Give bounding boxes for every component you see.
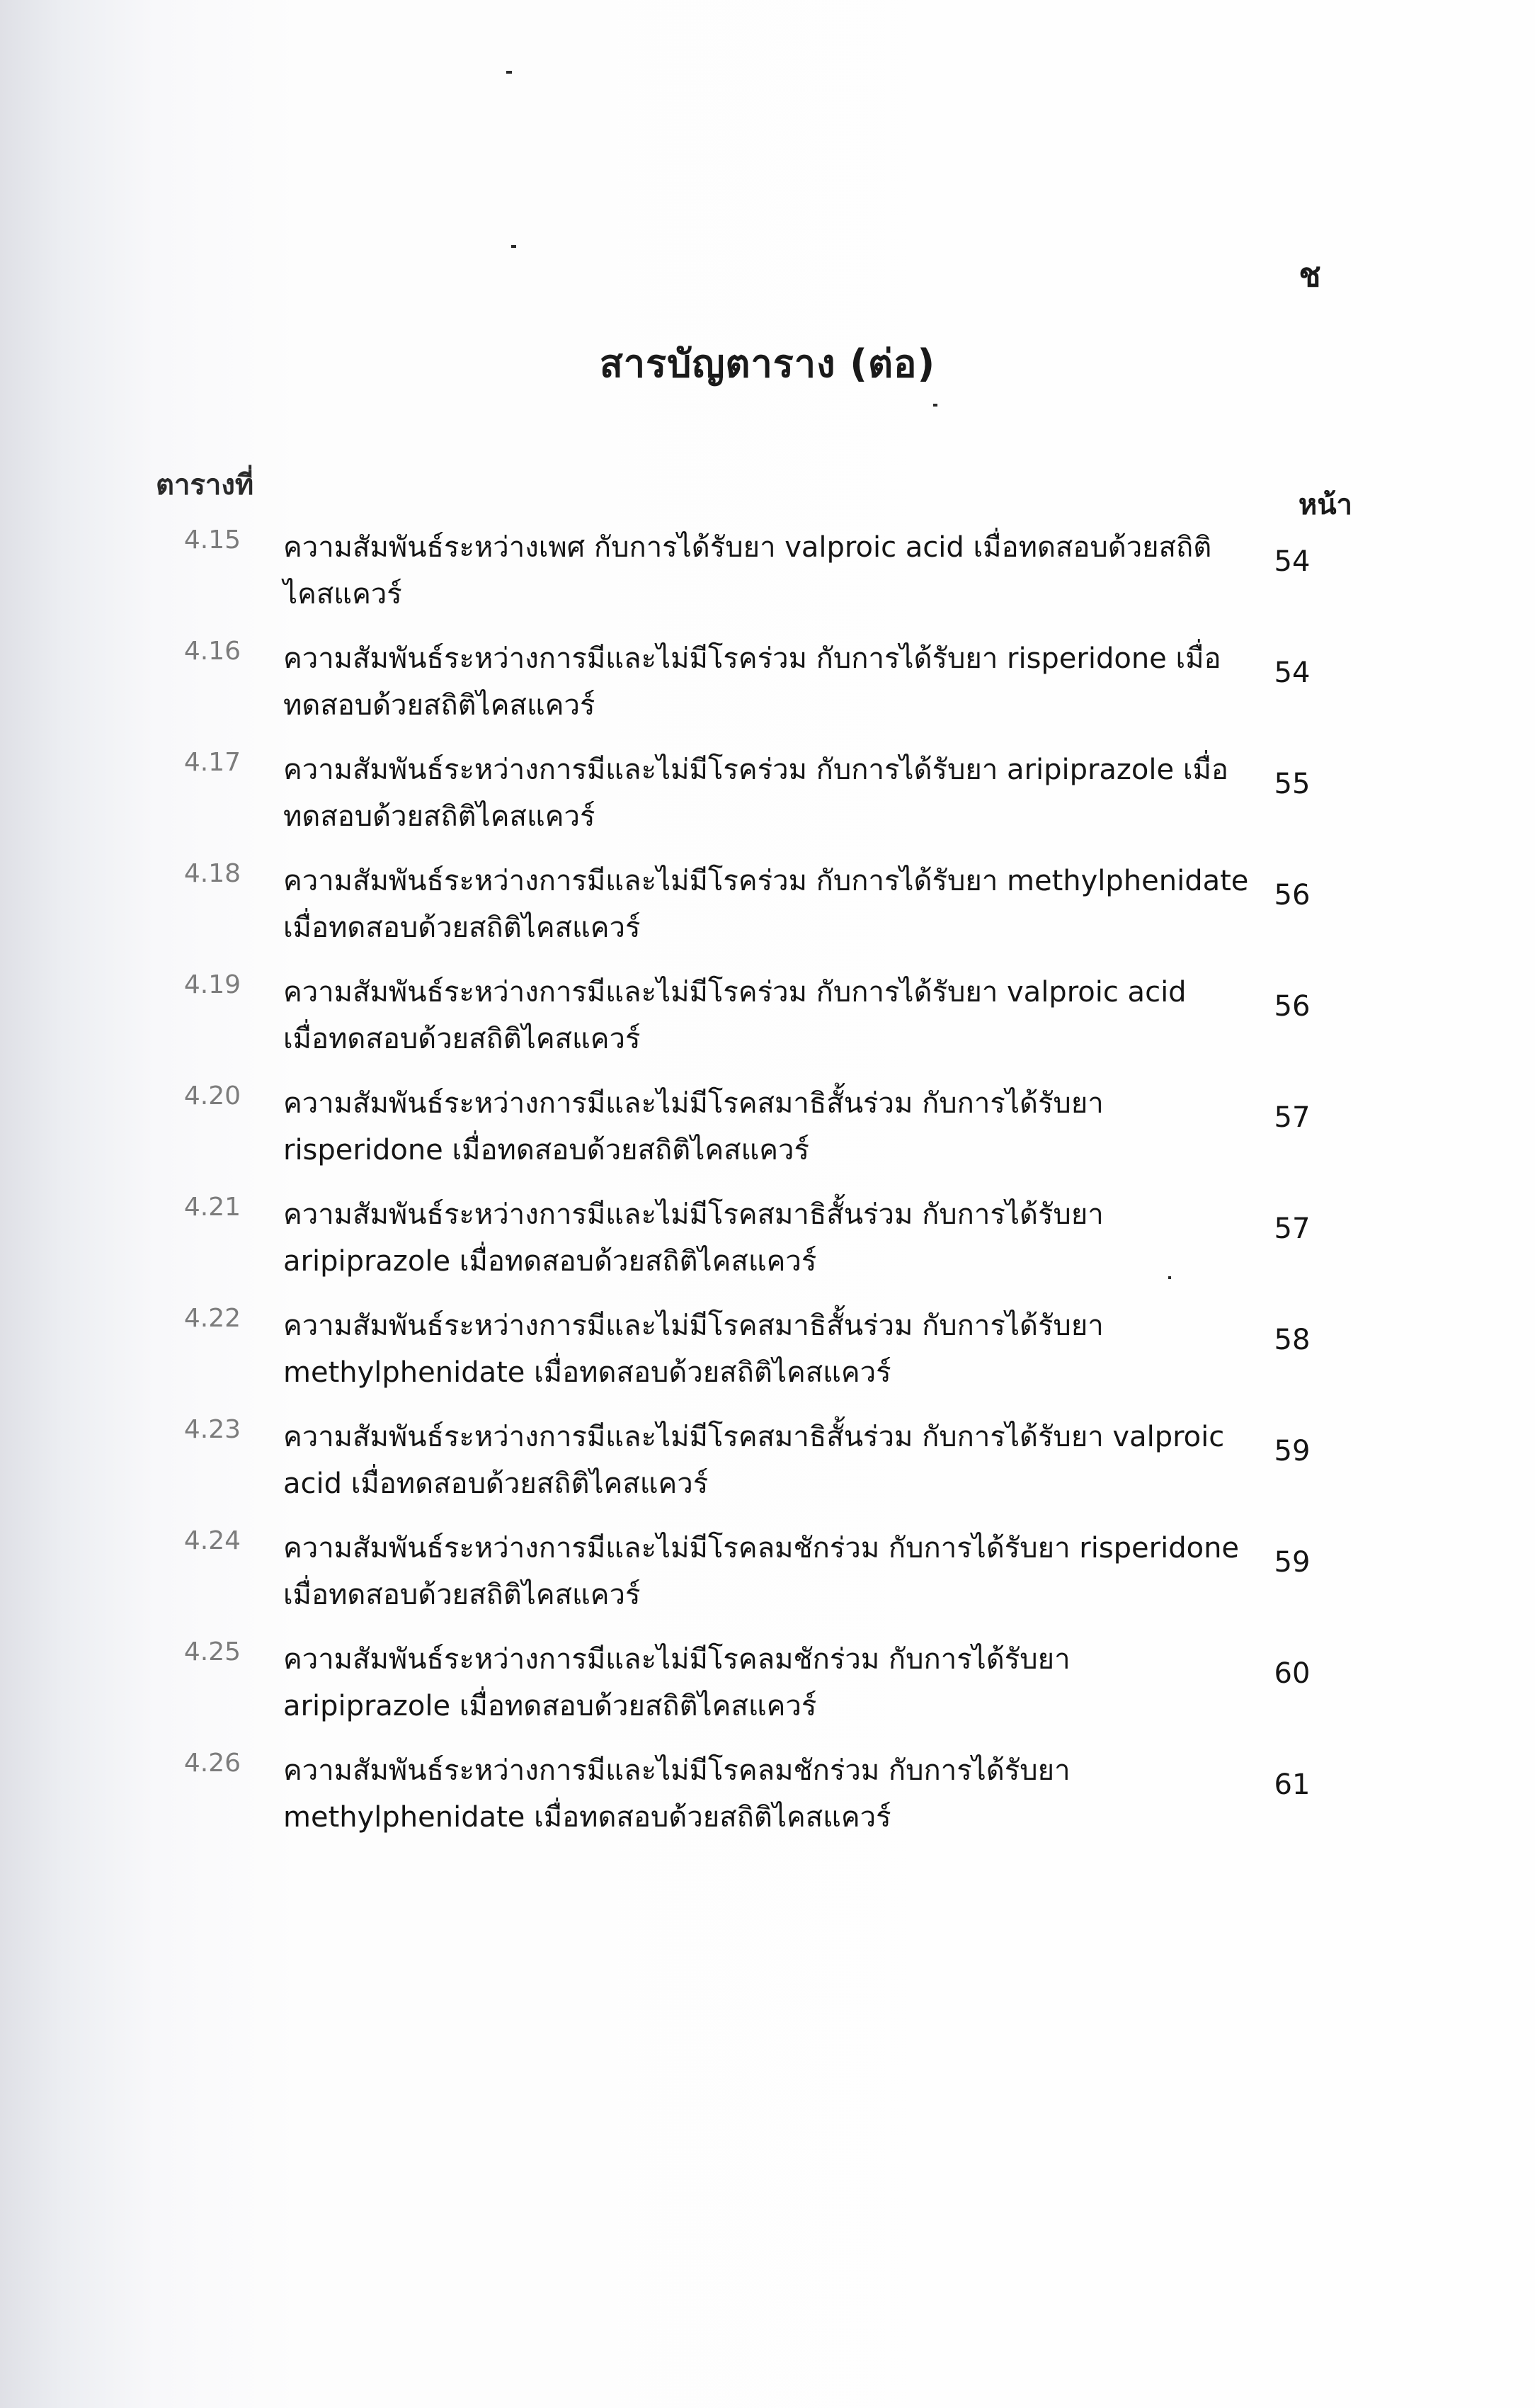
caption-line: ความสัมพันธ์ระหว่างการมีและไม่มีโรคร่วม กับการได้รับยา aripiprazole เมื่อ — [283, 754, 1228, 786]
caption-line: aripiprazole เมื่อทดสอบด้วยสถิติไคสแควร์ — [283, 1690, 817, 1722]
caption-line: ความสัมพันธ์ระหว่างการมีและไม่มีโรคสมาธิสั้นร่วม กับการได้รับยา valproic — [283, 1421, 1225, 1453]
table-number: 4.15 — [183, 526, 241, 555]
caption-line: เมื่อทดสอบด้วยสถิติไคสแควร์ — [283, 911, 641, 944]
page-reference: 57 — [1274, 1101, 1311, 1134]
table-caption — [283, 858, 1260, 951]
page-reference: 60 — [1274, 1657, 1311, 1690]
page-reference: 58 — [1274, 1324, 1311, 1356]
list-item — [0, 969, 1535, 1075]
table-caption — [283, 1414, 1260, 1507]
caption-line: ความสัมพันธ์ระหว่างเพศ กับการได้รับยา valproic acid เมื่อทดสอบด้วยสถิติ — [283, 531, 1212, 564]
table-number: 4.23 — [183, 1415, 241, 1444]
table-caption — [283, 1302, 1260, 1396]
table-caption — [283, 1636, 1260, 1730]
caption-line: ความสัมพันธ์ระหว่างการมีและไม่มีโรคสมาธิสั้นร่วม กับการได้รับยา — [283, 1198, 1104, 1231]
table-number: 4.16 — [183, 637, 241, 666]
page-reference: 57 — [1274, 1212, 1311, 1245]
page-reference: 55 — [1274, 768, 1311, 800]
caption-line: methylphenidate เมื่อทดสอบด้วยสถิติไคสแควร์ — [283, 1801, 891, 1834]
list-item — [0, 746, 1535, 853]
caption-line: ความสัมพันธ์ระหว่างการมีและไม่มีโรคร่วม กับการได้รับยา valproic acid — [283, 976, 1187, 1009]
list-item — [0, 1747, 1535, 1853]
column-header-page: หน้า — [1298, 489, 1352, 521]
page-reference: 61 — [1274, 1768, 1311, 1801]
table-caption — [283, 635, 1260, 729]
column-header-table-number: ตารางที่ — [156, 469, 254, 501]
list-item — [0, 1191, 1535, 1297]
table-number: 4.18 — [183, 859, 241, 888]
caption-line: ทดสอบด้วยสถิติไคสแควร์ — [283, 689, 595, 722]
page-reference: 56 — [1274, 879, 1311, 911]
caption-line: ความสัมพันธ์ระหว่างการมีและไม่มีโรคสมาธิสั้นร่วม กับการได้รับยา — [283, 1087, 1104, 1120]
caption-line: ความสัมพันธ์ระหว่างการมีและไม่มีโรคลมชักร่วม กับการได้รับยา — [283, 1754, 1071, 1787]
caption-line: ความสัมพันธ์ระหว่างการมีและไม่มีโรคร่วม กับการได้รับยา methylphenidate — [283, 865, 1249, 897]
table-caption — [283, 1747, 1260, 1841]
table-caption — [283, 1191, 1260, 1285]
caption-line: aripiprazole เมื่อทดสอบด้วยสถิติไคสแควร์ — [283, 1245, 817, 1278]
table-caption — [283, 1080, 1260, 1174]
page-reference: 54 — [1274, 657, 1311, 689]
caption-line: ความสัมพันธ์ระหว่างการมีและไม่มีโรคร่วม กับการได้รับยา risperidone เมื่อ — [283, 642, 1221, 675]
page-reference: 54 — [1274, 545, 1311, 578]
list-item — [0, 1414, 1535, 1520]
page-title: สารบัญตาราง (ต่อ) — [599, 341, 936, 386]
caption-line: ไคสแควร์ — [283, 578, 402, 610]
table-number: 4.26 — [183, 1749, 241, 1778]
list-item — [0, 1636, 1535, 1742]
caption-line: methylphenidate เมื่อทดสอบด้วยสถิติไคสแควร์ — [283, 1356, 891, 1389]
caption-line: เมื่อทดสอบด้วยสถิติไคสแควร์ — [283, 1579, 641, 1611]
caption-line: ความสัมพันธ์ระหว่างการมีและไม่มีโรคลมชักร่วม กับการได้รับยา — [283, 1643, 1071, 1676]
caption-line: เมื่อทดสอบด้วยสถิติไคสแควร์ — [283, 1023, 641, 1055]
caption-line: ความสัมพันธ์ระหว่างการมีและไม่มีโรคลมชักร่วม กับการได้รับยา risperidone — [283, 1532, 1240, 1564]
scan-speck — [933, 404, 937, 407]
table-number: 4.21 — [183, 1193, 241, 1222]
table-number: 4.20 — [183, 1081, 241, 1111]
list-item — [0, 1080, 1535, 1186]
table-caption — [283, 969, 1260, 1062]
table-number: 4.22 — [183, 1304, 241, 1333]
page-reference: 59 — [1274, 1435, 1311, 1467]
table-caption — [283, 1525, 1260, 1618]
caption-line: acid เมื่อทดสอบด้วยสถิติไคสแควร์ — [283, 1467, 709, 1500]
caption-line: risperidone เมื่อทดสอบด้วยสถิติไคสแควร์ — [283, 1134, 809, 1166]
table-number: 4.25 — [183, 1637, 241, 1666]
list-item — [0, 635, 1535, 742]
table-number: 4.17 — [183, 748, 241, 777]
page-reference: 56 — [1274, 990, 1311, 1023]
table-number: 4.24 — [183, 1526, 241, 1555]
table-caption — [283, 746, 1260, 840]
scan-speck — [506, 71, 512, 74]
list-item — [0, 524, 1535, 630]
list-item — [0, 1525, 1535, 1631]
page-number: ช — [1299, 256, 1321, 294]
list-item — [0, 858, 1535, 964]
list-item — [0, 1302, 1535, 1409]
caption-line: ทดสอบด้วยสถิติไคสแควร์ — [283, 800, 595, 833]
table-number: 4.19 — [183, 970, 241, 999]
scan-speck — [511, 245, 516, 248]
caption-line: ความสัมพันธ์ระหว่างการมีและไม่มีโรคสมาธิสั้นร่วม กับการได้รับยา — [283, 1310, 1104, 1342]
table-caption — [283, 524, 1260, 618]
page-reference: 59 — [1274, 1546, 1311, 1579]
